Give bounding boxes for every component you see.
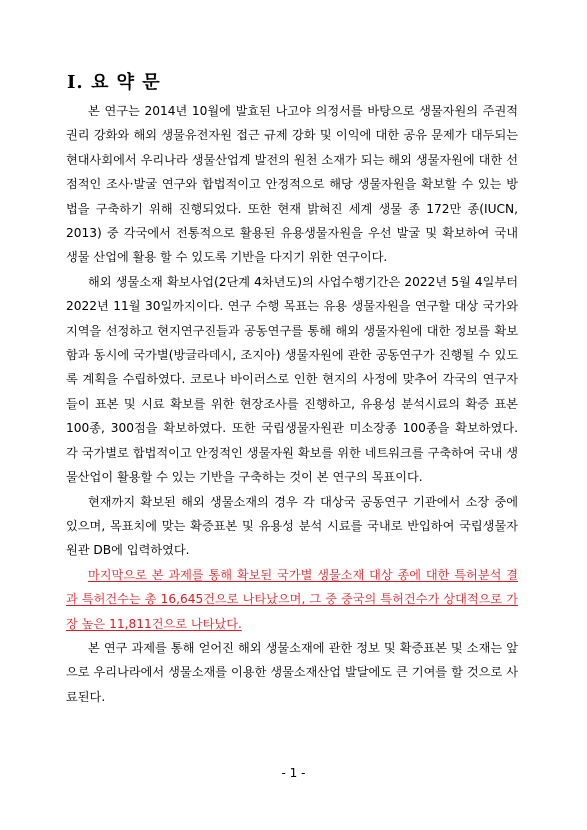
- page-number: - 1 -: [281, 766, 306, 780]
- summary-body: [66, 99, 518, 709]
- paragraph-patent-analysis: 마지막으로 본 과제를 통해 확보된 국가별 생물소재 대상 종에 대한 특허분석 결과 특허건수는 총 16,645건으로 나타났으며, 그 중 중국의 특허건수가 상대적으로 가장 높은 11,811건으로 나타났다.: [66, 567, 518, 631]
- paragraph-project-overview: 해외 생물소재 확보사업(2단계 4차년도)의 사업수행기간은 2022년 5월 4일부터 2022년 11월 30일까지이다. 연구 수행 목표는 유용 생물자원을 연구할 대상 국가와 지역을 선정하고 현지연구진들과 공동연구를 통해 해외 생물자원에 대한 정보를 확보함과 동시에 국가별(방글라데시, 조지아) 생물자원에 관한 공동연구가 진행될 수 있도록 계획을 수립하였다. 코로나 바이러스로 인한 현지의 사정에 맞추어 각국의 연구자들이 표본 및 시료 확보를 위한 현장조사를 진행하고, 유용성 분석시료의 확증 표본 100종, 300점을 확보하였다. 또한 국립생물자원관 미소장종 100종을 확보하였다. 각 국가별로 합법적이고 안정적인 생물자원 확보를 위한 네트워크를 구축하여 국내 생물산업이 활용할 수 있는 기반을 구축하는 것이 본 연구의 목표이다.: [66, 274, 518, 485]
- section-title: I. 요 약 문: [67, 72, 161, 93]
- paragraph-conclusion: 본 연구 과제를 통해 얻어진 해외 생물소재에 관한 정보 및 확증표본 및 소재는 앞으로 우리나라에서 생물소재를 이용한 생물소재산업 발달에도 큰 기여를 할 것으로 사료된다.: [66, 640, 518, 704]
- paragraph-background: 본 연구는 2014년 10월에 발효된 나고야 의정서를 바탕으로 생물자원의 주권적 권리 강화와 해외 생물유전자원 접근 규제 강화 및 이익에 대한 공유 문제가 대두되는 현대사회에서 우리나라 생물산업계 발전의 원천 소재가 되는 해외 생물자원에 대한 선점적인 조사·발굴 연구와 합법적이고 안정적으로 해당 생물자원을 확보할 수 있는 방법을 구축하기 위해 진행되었다. 또한 현재 밝혀진 세계 생물 종 172만 종(IUCN, 2013) 중 각국에서 전통적으로 활용된 유용생물자원을 우선 발굴 및 확보하여 국내 생물 산업에 활용 할 수 있도록 기반을 다지기 위한 연구이다.: [66, 104, 518, 265]
- paragraph-current-status: 현재까지 확보된 해외 생물소재의 경우 각 대상국 공동연구 기관에서 소장 중에 있으며, 목표치에 맞는 확증표본 및 유용성 분석 시료를 국내로 반입하여 국립생물자원관 DB에 입력하였다.: [66, 494, 518, 558]
